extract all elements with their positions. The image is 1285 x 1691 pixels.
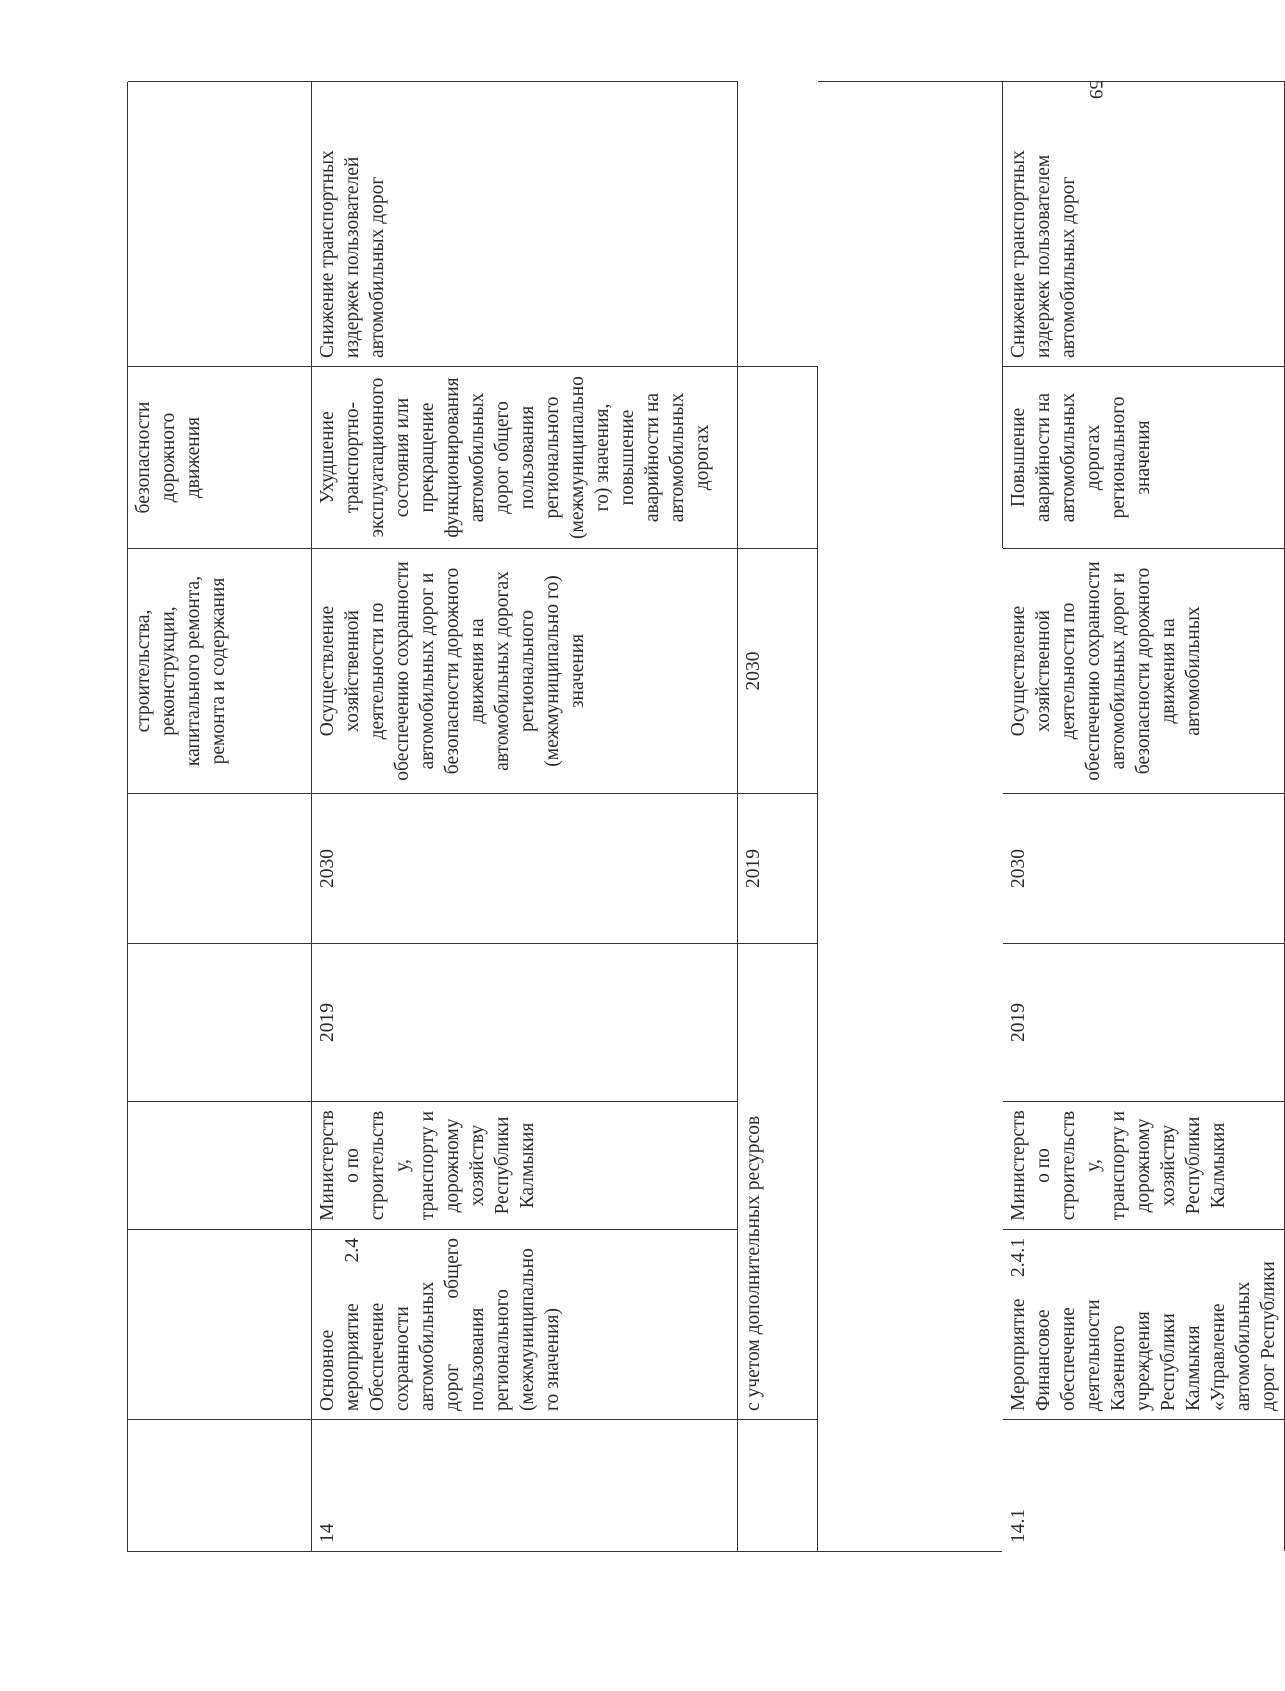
row-14-1-number-cell: 14.1 [1003, 1419, 1285, 1551]
continuation-result-cell: строительства, реконструкции, капитального ремонта, ремонта и содержания [128, 548, 312, 793]
row-14-result-cell: Осуществление хозяйственной деятельности по обеспечению сохранности автомобильных дорог и безопасности дорожного движения на автомобильных дорогах регионального (межмуниципально го) значения [312, 548, 738, 793]
row-14-indicator-cell: Снижение транспортных издержек пользователей автомобильных дорог [312, 81, 738, 366]
continuation-start-cell [128, 943, 312, 1101]
row-14-1-event-cell: Мероприятие 2.4.1 Финансовое обеспечение деятельности Казенного учреждения Республики Калмыкия «Управление автомобильных дорог Республики [1003, 1229, 1285, 1419]
resources-end-cell: 2030 [738, 548, 818, 793]
resources-label-cell: с учетом дополнительных ресурсов [738, 943, 818, 1419]
resources-result-cell [738, 366, 818, 548]
continuation-consequences-cell: безопасности дорожного движения [128, 366, 312, 548]
continuation-end-cell [128, 793, 312, 943]
continuation-executor-cell [128, 1101, 312, 1229]
row-14-1-end-cell: 2030 [1003, 793, 1285, 943]
row-14-consequences-cell: Ухудшение транспортно-эксплуатационного состояния или прекращение функционирования автомобильных дорог общего пользования регионального (межмуниципально го) значения, повышение аварийности на автомобильных дорогах [312, 366, 738, 548]
row-14-1-executor-cell: Министерств о по строительств у, транспорту и дорожному хозяйству Республики Калмыкия [1003, 1101, 1285, 1229]
row-14-event-cell: Основное мероприятие 2.4 Обеспечение сохранности автомобильных дорог общего пользования регионального (межмуниципально го значения) [312, 1229, 738, 1419]
row-14-1-result-cell: Осуществление хозяйственной деятельности по обеспечению сохранности автомобильных дорог и безопасности дорожного движения на автомобильных [1003, 548, 1285, 793]
continuation-event-cell [128, 1229, 312, 1419]
row-14-start-cell: 2019 [312, 943, 738, 1101]
row-14-executor-cell: Министерств о по строительств у, транспорту и дорожному хозяйству Республики Калмыкия [312, 1101, 738, 1229]
resources-tail-cell [818, 81, 1003, 548]
row-14-1-indicator-cell: Снижение транспортных издержек пользователем автомобильных дорог [1003, 81, 1285, 366]
row-14-1-start-cell: 2019 [1003, 943, 1285, 1101]
row-14-end-cell: 2030 [312, 793, 738, 943]
resources-number-cell [738, 1419, 818, 1551]
continuation-indicator-cell [128, 81, 312, 366]
resources-start-cell: 2019 [738, 793, 818, 943]
continuation-number-cell [128, 1419, 312, 1551]
page-number: 59 [1085, 80, 1106, 99]
row-14-number-cell: 14 [312, 1419, 738, 1551]
row-14-1-consequences-cell: Повышение аварийности на автомобильных дорогах регионального значения [1003, 366, 1285, 548]
